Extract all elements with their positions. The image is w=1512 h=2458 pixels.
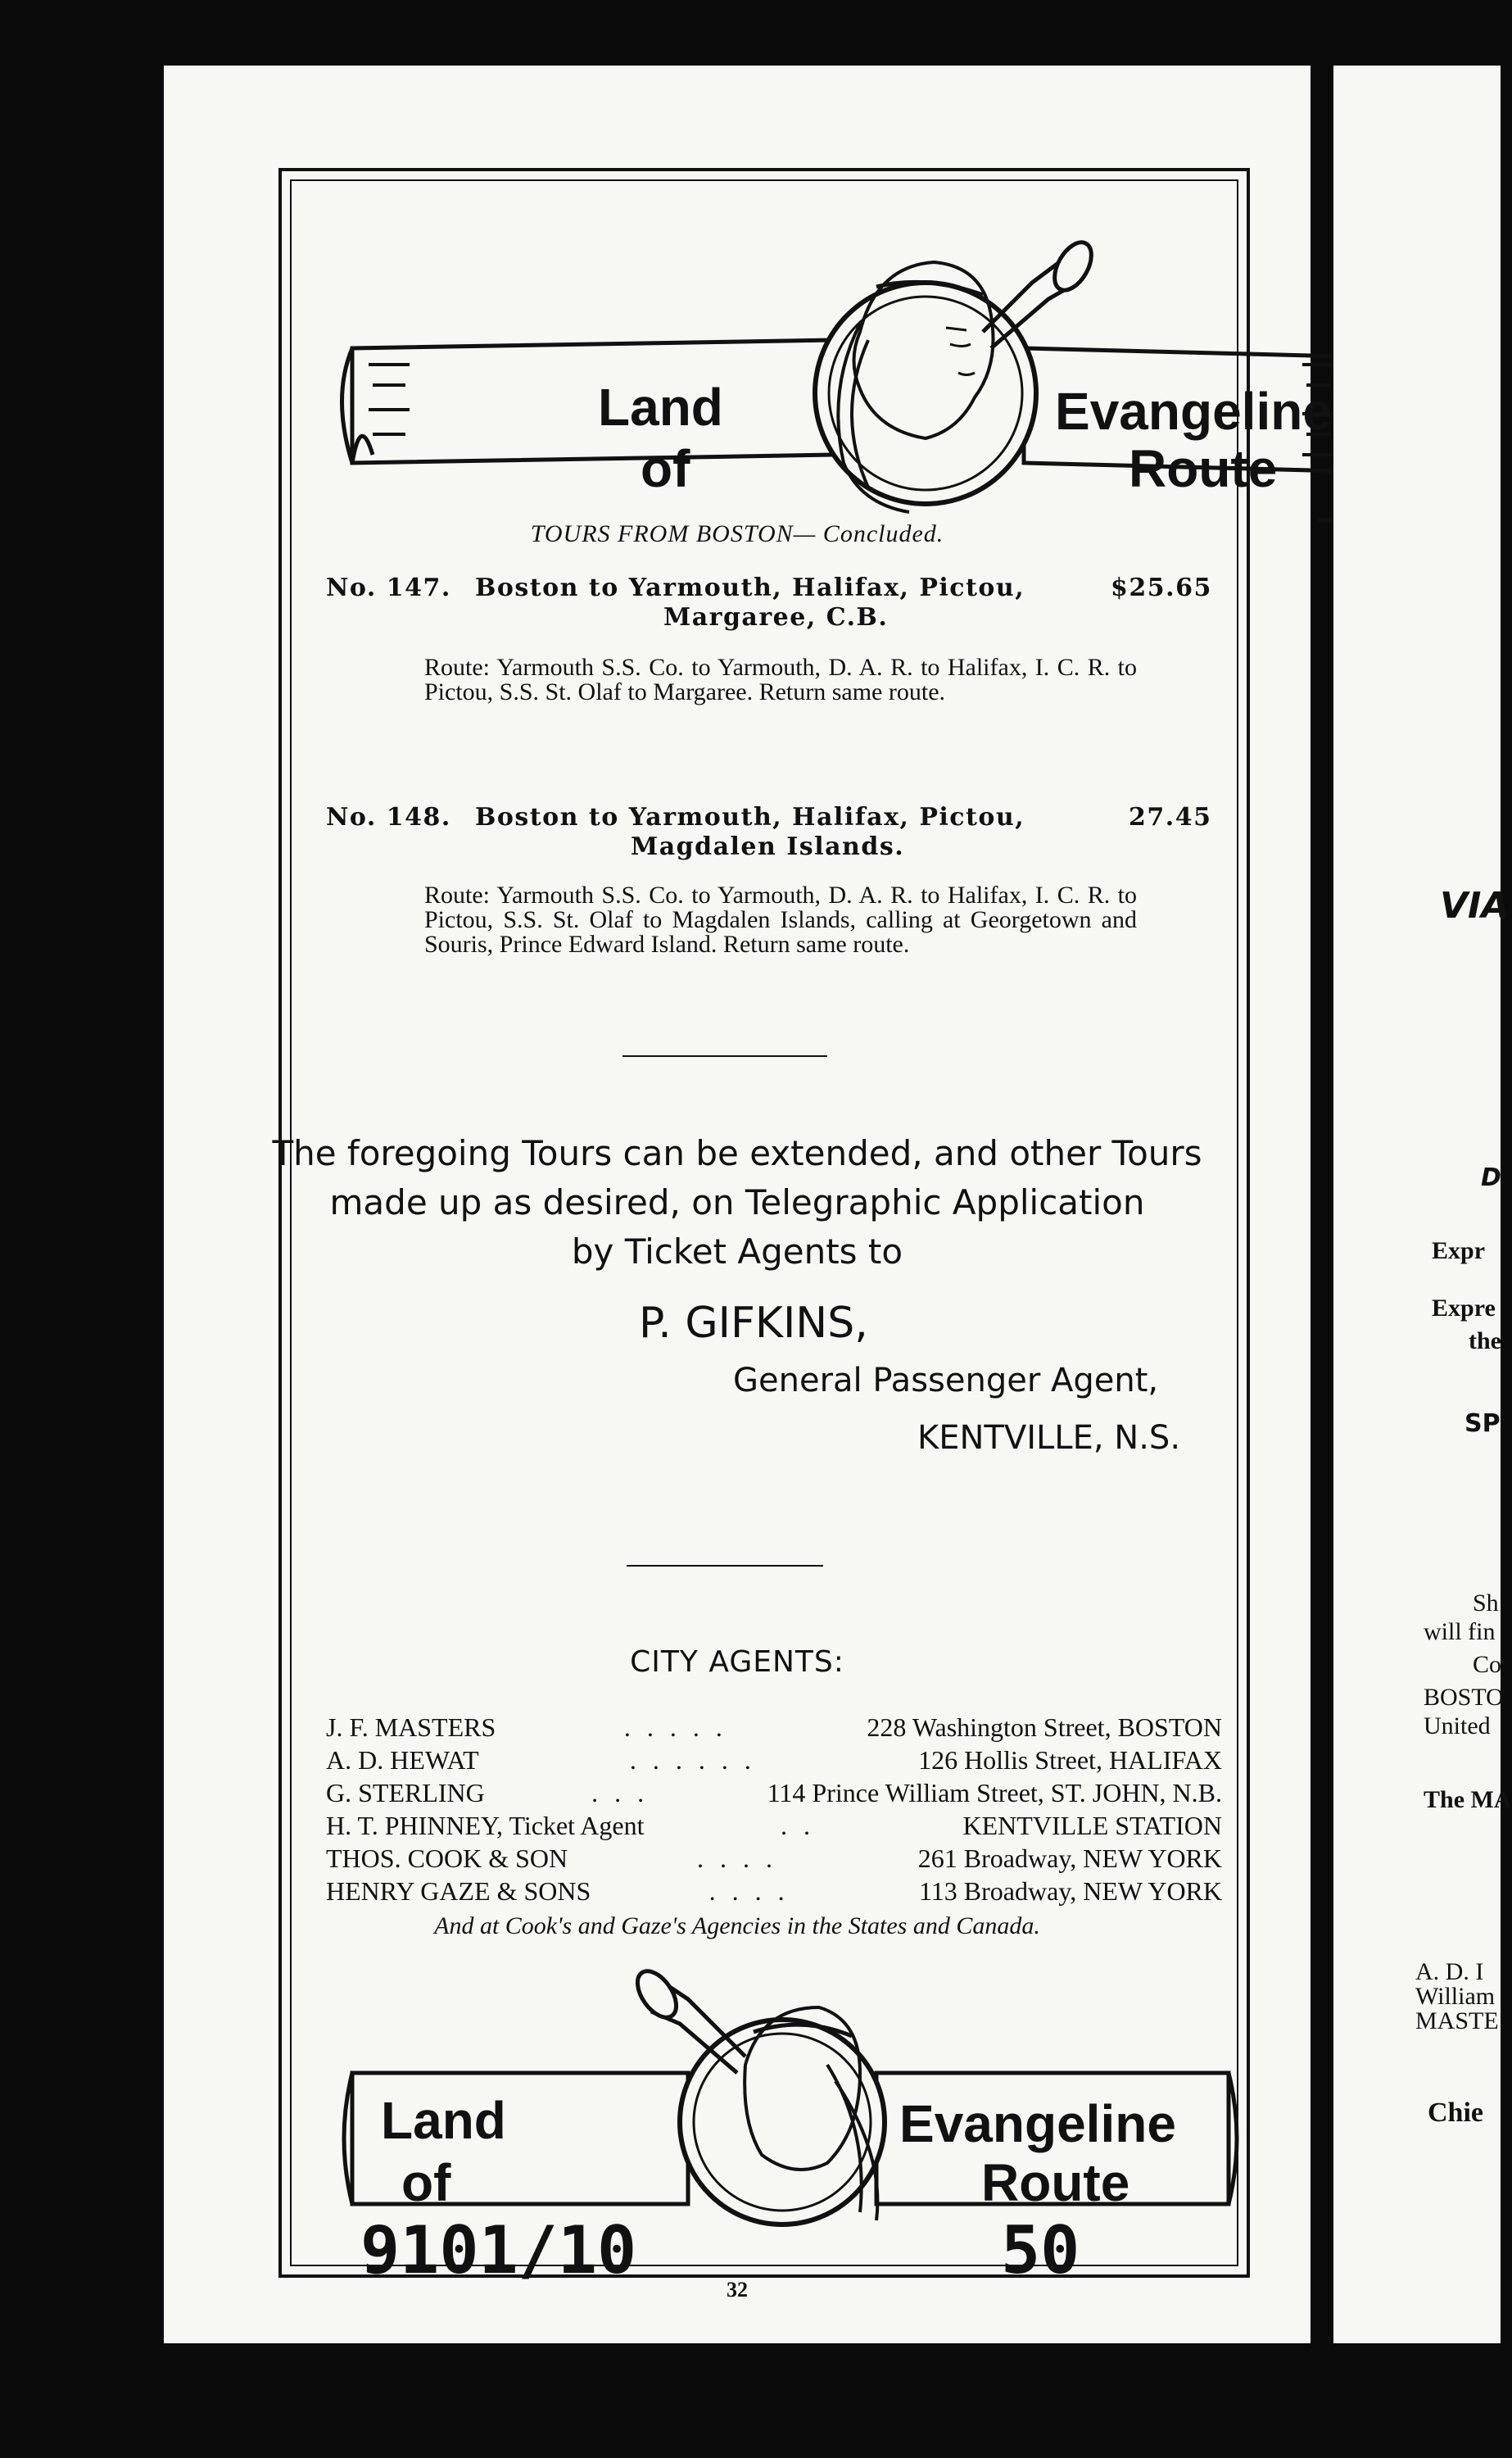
banner-illustration (336, 184, 1376, 561)
right-fragment: The MA (1424, 1786, 1512, 1813)
agent-row-address: 114 Prince William Street, ST. JOHN, N.B. (767, 1778, 1222, 1807)
right-fragment: will fin (1424, 1618, 1496, 1645)
tours-heading: TOURS FROM BOSTON— Concluded. (530, 520, 944, 547)
divider-2 (627, 1565, 823, 1567)
banner-of-text: of (401, 2153, 451, 2212)
banner-of-text: of (641, 439, 690, 498)
right-fragment: Expr (1432, 1237, 1486, 1264)
agent-row-name: HENRY GAZE & SONS (326, 1876, 591, 1906)
tour-148-route: Route: Yarmouth S.S. Co. to Yarmouth, D. A. R. to Halifax, I. C. R. to Pictou, S.S. St. Olaf to Magdalen Islands, calling at Georgetown and Souris, Prince Edward Island. Return same route. (424, 882, 1137, 958)
banner-route-text: Route (981, 2153, 1130, 2212)
tour-147-title: Boston to Yarmouth, Halifax, Pictou, (475, 574, 1025, 602)
tour-148-title: Boston to Yarmouth, Halifax, Pictou, (475, 803, 1025, 832)
right-fragment: William (1415, 1983, 1496, 2010)
banner-evangeline-text: Evangeline (899, 2094, 1176, 2153)
city-agent-row: A. D. HEWAT ...... 126 Hollis Street, HALIFAX (326, 1745, 1222, 1775)
right-fragment: the (1469, 1327, 1501, 1354)
right-fragment: MASTE (1415, 2007, 1499, 2034)
agent-location: KENTVILLE, N.S. (917, 1419, 1181, 1457)
banner-evangeline-text: Evangeline (1055, 382, 1332, 441)
city-agents-heading: CITY AGENTS: (630, 1645, 844, 1679)
right-fragment: VIA (1440, 885, 1510, 927)
tour-147-destination: Margaree, C.B. (663, 603, 889, 632)
right-fragment: Chie (1428, 2097, 1483, 2128)
right-fragment: Co (1473, 1651, 1502, 1678)
city-agent-row: H. T. PHINNEY, Ticket Agent .. KENTVILLE STATION (326, 1811, 1222, 1840)
right-fragment: United (1424, 1712, 1491, 1739)
tour-147-number: No. 147. (326, 574, 451, 602)
document-page (164, 66, 1332, 2343)
bottom-banner (336, 1942, 1237, 2229)
agent-row-address: 113 Broadway, NEW YORK (918, 1876, 1222, 1906)
agent-row-address: 261 Broadway, NEW YORK (917, 1844, 1222, 1873)
banner-land-text: Land (381, 2091, 506, 2150)
city-agents-table (326, 1711, 1222, 1907)
agent-row-name: H. T. PHINNEY, Ticket Agent (326, 1811, 645, 1840)
city-agent-row: G. STERLING ... 114 Prince William Street, ST. JOHN, N.B. (326, 1778, 1222, 1807)
right-fragment: Expre (1432, 1295, 1496, 1322)
right-fragment: D (1481, 1163, 1501, 1192)
catalog-stamp-right: 50 (1001, 2212, 1080, 2288)
city-agent-row: HENRY GAZE & SONS .... 113 Broadway, NEW YORK (326, 1876, 1222, 1906)
agent-row-address: 126 Hollis Street, HALIFAX (918, 1745, 1222, 1775)
right-fragment: BOSTO (1424, 1684, 1504, 1711)
top-banner (336, 184, 1376, 561)
adjacent-page-fragment (1333, 66, 1512, 2343)
divider-1 (622, 1055, 827, 1057)
agent-row-address: KENTVILLE STATION (962, 1811, 1222, 1840)
agent-title: General Passenger Agent, (733, 1362, 1159, 1399)
right-fragment: SP (1464, 1409, 1501, 1438)
agent-row-name: J. F. MASTERS (326, 1712, 496, 1742)
city-agent-row: J. F. MASTERS ..... 228 Washington Street, BOSTON (326, 1712, 1222, 1742)
agent-row-name: THOS. COOK & SON (326, 1844, 568, 1873)
agent-row-name: A. D. HEWAT (326, 1745, 479, 1775)
tour-148-destination: Magdalen Islands. (631, 832, 905, 861)
tour-147-price: $25.65 (1111, 574, 1212, 602)
page-number: 32 (727, 2278, 748, 2302)
tour-147-route: Route: Yarmouth S.S. Co. to Yarmouth, D. A. R. to Halifax, I. C. R. to Pictou, S.S. St. Olaf to Margaree. Return same route. (424, 654, 1137, 705)
right-fragment: A. D. I (1415, 1958, 1484, 1985)
tour-148-price: 27.45 (1129, 803, 1212, 832)
agent-name: P. GIFKINS, (639, 1299, 868, 1348)
extension-line-2: made up as desired, on Telegraphic Application (329, 1182, 1145, 1222)
city-agent-row: THOS. COOK & SON .... 261 Broadway, NEW YORK (326, 1844, 1222, 1873)
right-fragment: Sh (1473, 1590, 1499, 1617)
agencies-footnote: And at Cook's and Gaze's Agencies in the States and Canada. (434, 1912, 1040, 1939)
banner-land-text: Land (598, 378, 723, 437)
agent-row-address: 228 Washington Street, BOSTON (867, 1712, 1222, 1742)
tour-148-number: No. 148. (326, 803, 451, 832)
catalog-stamp-left: 9101/10 (360, 2212, 637, 2288)
extension-line-3: by Ticket Agents to (571, 1231, 903, 1272)
agent-row-name: G. STERLING (326, 1778, 485, 1807)
extension-line-1: The foregoing Tours can be extended, and other Tours (272, 1133, 1202, 1173)
banner-route-text: Route (1129, 439, 1278, 498)
